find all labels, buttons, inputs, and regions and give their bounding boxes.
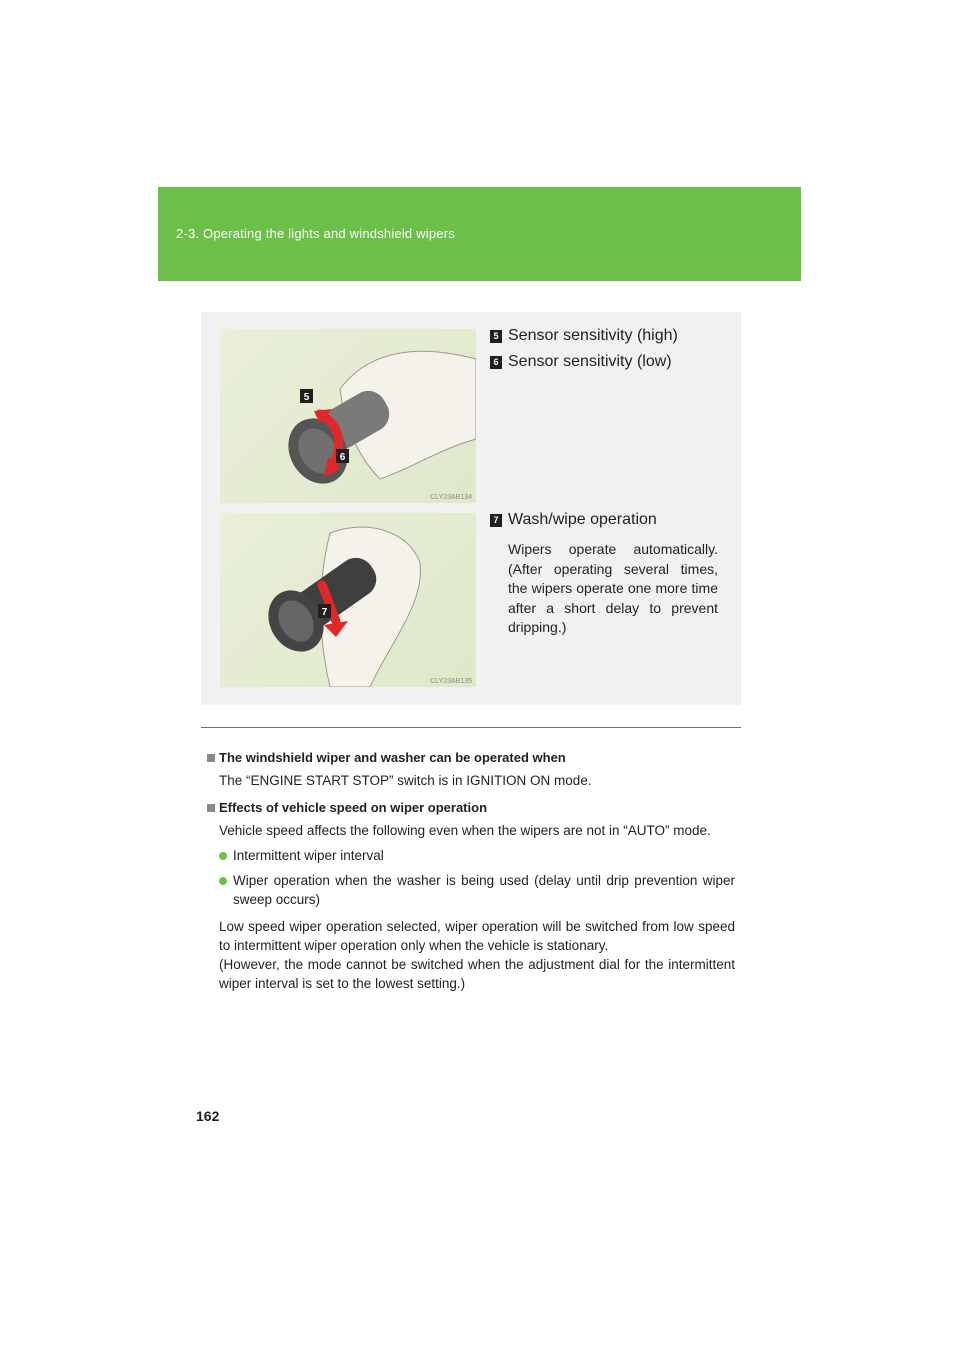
item-wash-wipe [490, 511, 657, 529]
list-item: Wiper operation when the washer is being used (delay until drip prevention wiper sweep occurs) [219, 871, 735, 909]
item-number-box: 6 [490, 356, 502, 369]
callout-5: 5 [303, 392, 310, 403]
notes-section [219, 748, 735, 993]
callout-6: 6 [339, 452, 346, 463]
bullet-dot-icon [219, 877, 227, 885]
wash-wipe-description: Wipers operate automatically. (After operating several times, the wipers operate one more time after a short delay to prevent dripping.) [508, 541, 718, 635]
illustration-panel [201, 312, 741, 705]
bullet-dot-icon [219, 852, 227, 860]
item-sensor-low [490, 353, 672, 371]
list-item: Intermittent wiper interval [219, 846, 735, 865]
item-label: Wash/wipe operation [508, 511, 657, 528]
hand-pulling-lever-illustration [220, 513, 476, 687]
photo-sensor-sensitivity [220, 329, 476, 503]
hand-turning-dial-illustration [220, 329, 476, 503]
note-paragraph: Low speed wiper operation selected, wiper operation will be switched from low speed to intermittent wiper operation only when the vehicle is stationary. [219, 919, 735, 953]
item-number-box: 7 [490, 514, 502, 527]
square-bullet-icon [207, 804, 215, 812]
item-number-box: 5 [490, 330, 502, 343]
photo-code: CLY23AB134 [430, 494, 472, 501]
square-bullet-icon [207, 754, 215, 762]
note-heading: Effects of vehicle speed on wiper operation [219, 798, 735, 817]
note-heading: The windshield wiper and washer can be operated when [219, 748, 735, 767]
photo-wash-wipe [220, 513, 476, 687]
section-title: 2-3. Operating the lights and windshield wipers [176, 226, 455, 241]
note-text: The “ENGINE START STOP” switch is in IGNITION ON mode. [219, 773, 592, 788]
item-label: Sensor sensitivity (low) [508, 353, 672, 370]
section-header-band [158, 187, 801, 281]
note-text: Vehicle speed affects the following even when the wipers are not in “AUTO” mode. [219, 823, 711, 838]
page-number: 162 [196, 1108, 220, 1124]
note-paragraph: (However, the mode cannot be switched when the adjustment dial for the intermittent wiper interval is set to the lowest setting.) [219, 957, 735, 991]
callout-7: 7 [321, 607, 328, 618]
section-divider [201, 727, 741, 728]
photo-code: CLY23AB135 [430, 678, 472, 685]
item-sensor-high [490, 327, 678, 345]
item-label: Sensor sensitivity (high) [508, 327, 678, 344]
